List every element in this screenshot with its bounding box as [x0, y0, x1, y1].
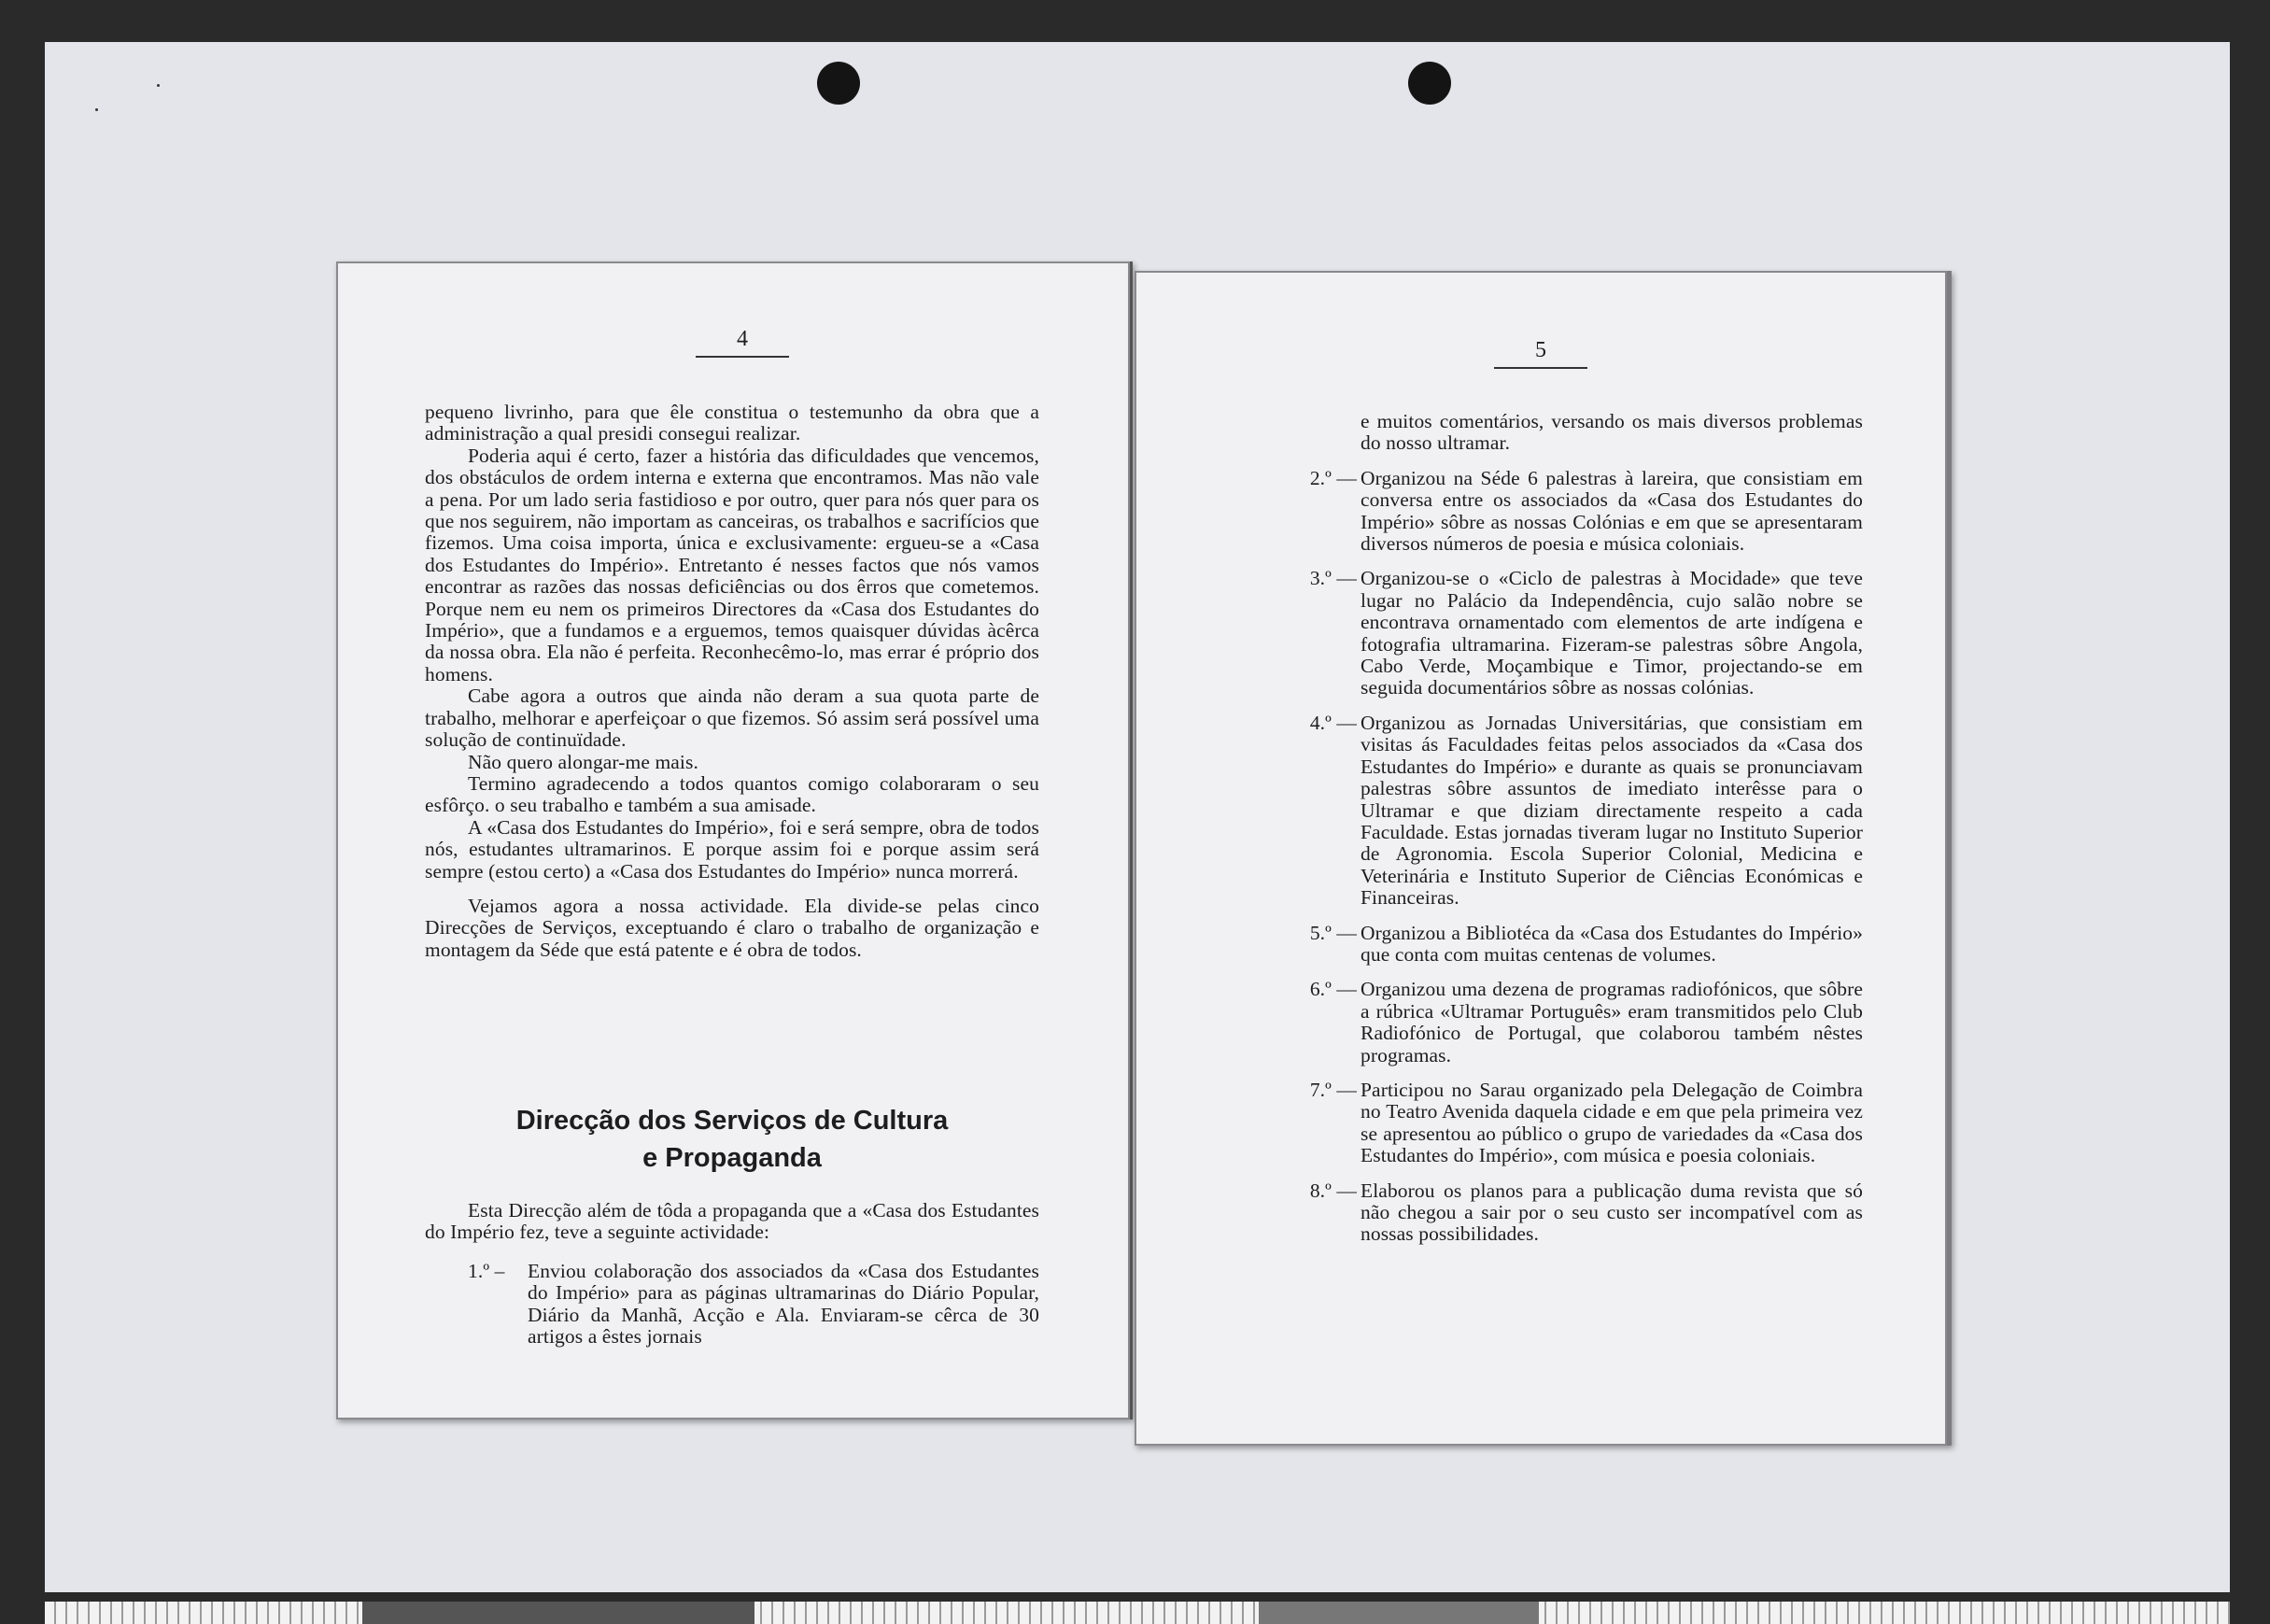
paragraph: Poderia aqui é certo, fazer a história das dificuldades que vencemos, dos obstáculos de ordem interna e externa que encontramos. Mas não vale a pena. Por um lado seria fastidioso e por outro, quer para nós quer para os que nos seguirem, não importam as canceiras, os trabalhos e sacrifícios que fizemos. Uma coisa importa, única e exclusivamente: ergueu-se a «Casa dos Estudantes do Império». Entretanto é nesses factos que nós vamos encontrar as razões das nossas deficiências ou dos êrros que cometemos. Porque nem eu nem os primeiros Directores da «Casa dos Estudantes do Império», que a fundamos e a erguemos, temos quaisquer dúvidas àcêrca da nossa obra. Ela não é perfeita. Reconhecêmo-lo, mas errar é próprio dos homens. [425, 444, 1039, 685]
punch-hole-left [817, 62, 860, 105]
left-body-text [425, 402, 1039, 961]
list-item [1256, 1180, 1863, 1246]
item-text: Organizou uma dezena de programas radiofónicos, que sôbre a rúbrica «Ultramar Português» eram transmitidos pelo Club Radiofónico de Portugal, que colaborou também nêstes programas. [1361, 978, 1863, 1066]
item-number: 7.º — [1309, 1078, 1357, 1101]
paragraph: Vejamos agora a nossa actividade. Ela divide-se pelas cinco Direcções de Serviços, exceptuando é claro o trabalho de organização e montagem da Séde que está patente e é obra de todos. [425, 894, 1039, 961]
left-page [336, 261, 1133, 1419]
section-title [425, 1102, 1039, 1177]
right-page [1135, 271, 1952, 1446]
item-number: 2.º — [1309, 466, 1357, 489]
paragraph: Termino agradecendo a todos quantos comigo colaboraram o seu esfôrço. o seu trabalho e também a sua amisade. [425, 771, 1039, 817]
item-text: Organizou a Bibliotéca da «Casa dos Estudantes do Império» que conta com muitas centenas de volumes. [1361, 921, 1863, 966]
list-item [1256, 468, 1863, 556]
section-body [425, 1200, 1039, 1361]
continuation-text: e muitos comentários, versando os mais diversos problemas do nosso ultramar. [1361, 410, 1863, 455]
page-number: 5 [1494, 338, 1587, 369]
item-text: Participou no Sarau organizado pela Delegação de Coimbra no Teatro Avenida daquela cidade e em que pela primeira vez se apresentou ao público o grupo de variedades da «Casa dos Estudantes do Império», com música e poesia coloniais. [1361, 1078, 1863, 1167]
item-text: Elaborou os planos para a publicação duma revista que só não chegou a sair por o seu custo ser incompatível com as nossas possibilidades. [1361, 1179, 1863, 1246]
item-text: Organizou as Jornadas Universitárias, que consistiam em visitas ás Faculdades feitas pelos associados da «Casa dos Estudantes do Império» e durante as quais se pronunciavam palestras sôbre assuntos de imediato interêsse para o Ultramar e que diziam directamente respeito a cada Faculdade. Estas jornadas tiveram lugar no Instituto Superior de Agronomia. Escola Superior Colonial, Medicina e Veterinária e Instituto Superior de Ciências Económicas e Financeiras. [1361, 711, 1863, 910]
paragraph: A «Casa dos Estudantes do Império», foi e será sempre, obra de todos nós, estudantes ultramarinos. E porque assim foi e porque assim será sempre (estou certo) a «Casa dos Estudantes do Império» nunca morrerá. [425, 815, 1039, 883]
item-number: 8.º — [1309, 1179, 1357, 1202]
list-item [1256, 568, 1863, 699]
item-text: Enviou colaboração dos associados da «Casa dos Estudantes do Império» para as páginas ultramarinas do Diário Popular, Diário da Manhã, Acção e Ala. Enviaram-se cêrca de 30 artigos a êstes jornais [528, 1259, 1039, 1349]
ruler-dark-segment [362, 1602, 754, 1624]
ruler-dark-segment [1259, 1602, 1539, 1624]
right-body-text [1256, 411, 1863, 1259]
paragraph: Não quero alongar-me mais. [468, 750, 698, 773]
page-number: 4 [696, 327, 789, 358]
list-item [1256, 1080, 1863, 1167]
paragraph: Cabe agora a outros que ainda não deram a sua quota parte de trabalho, melhorar e aperfeiçoar o que fizemos. Só assim será possível uma solução de continuïdade. [425, 685, 1039, 752]
section-title-line: e Propaganda [642, 1143, 822, 1173]
dust-speck [95, 108, 98, 111]
item-text: Organizou na Séde 6 palestras à lareira, que consistiam em conversa entre os associados da «Casa dos Estudantes do Império» sôbre as nossas Colónias e em que se apresentaram diversos números de poesia e música coloniais. [1361, 466, 1863, 556]
dust-speck [157, 84, 160, 87]
list-item [1256, 979, 1863, 1066]
scale-ruler [45, 1602, 2230, 1624]
item-text: Organizou-se o «Ciclo de palestras à Mocidade» que teve lugar no Palácio da Independência, cujo salão nobre se encontrava ornamentado com elementos de arte indígena e fotografia ultramarina. Fizeram-se palestras sôbre Angola, Cabo Verde, Moçambique e Timor, projectando-se em seguida documentários sôbre as nossas colónias. [1361, 567, 1863, 699]
punch-hole-right [1408, 62, 1451, 105]
item-number: 5.º — [1309, 921, 1357, 944]
item-number: 3.º — [1309, 567, 1357, 590]
section-intro: Esta Direcção além de tôda a propaganda que a «Casa dos Estudantes do Império fez, teve a seguinte actividade: [425, 1199, 1039, 1244]
item-number: 1.º – [468, 1259, 505, 1282]
item-number: 4.º — [1309, 711, 1357, 734]
list-item [1256, 713, 1863, 910]
list-item [425, 1261, 1039, 1349]
item-number: 6.º — [1309, 978, 1357, 1001]
list-item [1256, 923, 1863, 967]
section-title-line: Direcção dos Serviços de Cultura [515, 1106, 949, 1136]
paragraph: pequeno livrinho, para que êle constitua o testemunho da obra que a administração a qual presidi consegui realizar. [425, 401, 1039, 445]
